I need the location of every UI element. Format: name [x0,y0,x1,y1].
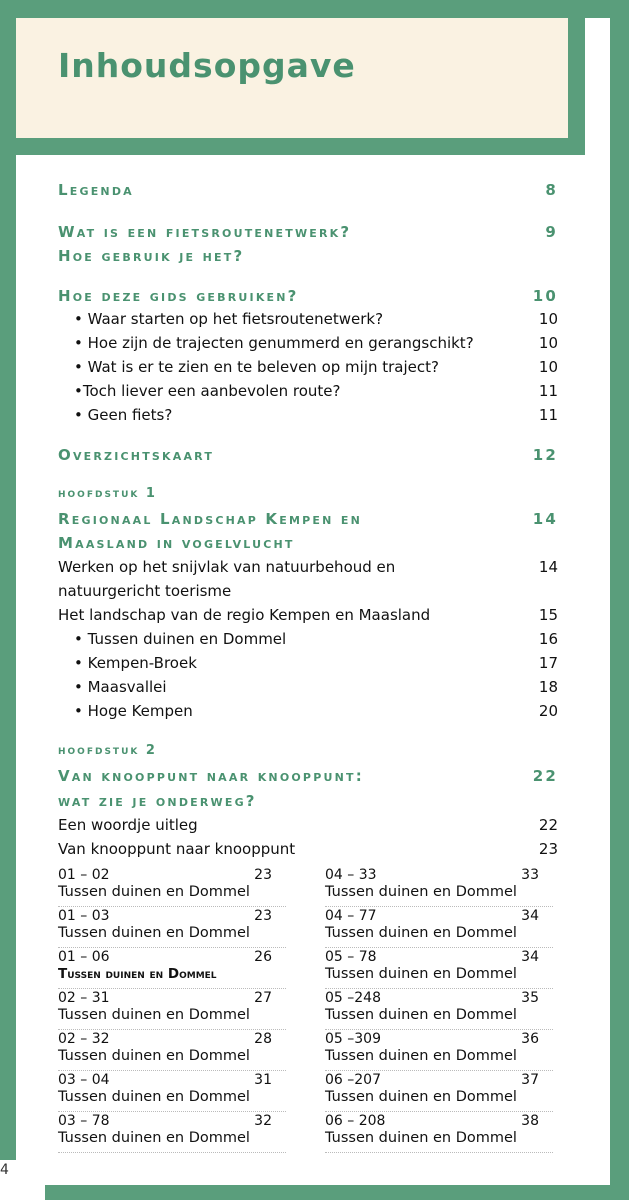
route-name: Tussen duinen en Dommel [325,925,517,941]
toc-entry [58,307,558,331]
toc-entry-label: Van knooppunt naar knooppunt: [58,767,364,785]
route-name: Tussen duinen en Dommel [325,884,517,900]
toc-entry-page: 11 [538,382,558,400]
route-page: 34 [521,949,539,965]
toc-entry [58,482,558,506]
toc-entry [58,220,558,244]
toc-entry-page: 16 [538,630,558,648]
toc-entry-page: 10 [532,287,558,305]
route-name: Tussen duinen en Dommel [325,1130,517,1146]
toc-entry-label: Het landschap van de regio Kempen en Maasland [58,606,431,624]
toc-entry-page: 8 [545,181,558,199]
route-name: Tussen duinen en Dommel [58,1048,250,1064]
toc-entry [58,555,558,579]
frame-strip [568,18,585,138]
route-name: Tussen duinen en Dommel [58,925,250,941]
route-entry [325,948,553,989]
toc-entry-page: 14 [538,558,558,576]
toc-entry [58,603,558,627]
route-code: 05 –309 [325,1031,381,1047]
toc-entry-page: 22 [532,767,558,785]
toc-entry-page: 10 [538,310,558,328]
toc-entry [58,331,558,355]
toc-entry [58,244,558,268]
toc-entry-page: 20 [538,702,558,720]
page-number: 4 [0,1162,9,1178]
route-page: 28 [254,1031,272,1047]
toc-entry-page: 11 [538,406,558,424]
page-title: Inhoudsopgave [58,46,356,85]
toc-entry-label: Maasland in vogelvlucht [58,534,295,552]
toc-entry-page: 10 [538,334,558,352]
toc-entry [58,443,558,467]
toc-entry [58,739,558,763]
toc-entry-label: Een woordje uitleg [58,816,198,834]
toc-entry-page: 9 [545,223,558,241]
toc-entry-label: • Tussen duinen en Dommel [74,630,287,648]
route-name: Tussen duinen en Dommel [325,1089,517,1105]
toc-entry-label: Overzichtskaart [58,446,215,464]
toc-entry-label: Van knooppunt naar knooppunt [58,840,296,858]
toc-entry [58,531,558,555]
page-number-tab [0,1160,45,1200]
route-entry [325,866,553,907]
toc-entry [58,764,558,788]
route-name: Tussen duinen en Dommel [325,1007,517,1023]
route-code: 04 – 77 [325,908,377,924]
toc-entry-page: 17 [538,654,558,672]
route-code: 03 – 04 [58,1072,110,1088]
route-code: 01 – 02 [58,867,110,883]
toc-entry-label: • Wat is er te zien en te beleven op mijn traject? [74,358,439,376]
route-code: 02 – 31 [58,990,110,1006]
route-page: 35 [521,990,539,1006]
route-entry [325,1030,553,1071]
route-entry [58,1071,286,1112]
toc-entry-label: •Toch liever een aanbevolen route? [74,382,341,400]
route-code: 02 – 32 [58,1031,110,1047]
route-name: Tussen duinen en Dommel [58,1007,250,1023]
toc-entry-page: 23 [538,840,558,858]
route-code: 01 – 03 [58,908,110,924]
route-entry [325,989,553,1030]
route-entry [325,907,553,948]
toc-entry-page: 12 [532,446,558,464]
route-entry [325,1071,553,1112]
route-page: 32 [254,1113,272,1129]
route-page: 23 [254,867,272,883]
route-page: 38 [521,1113,539,1129]
route-code: 01 – 06 [58,949,110,965]
toc-entry-label: • Maasvallei [74,678,167,696]
route-entry [58,989,286,1030]
route-page: 27 [254,990,272,1006]
route-page: 33 [521,867,539,883]
route-code: 05 – 78 [325,949,377,965]
toc-entry-page: 10 [538,358,558,376]
toc-entry-label: • Geen fiets? [74,406,173,424]
toc-entry [58,284,558,308]
toc-entry-label: Hoe gebruik je het? [58,247,245,265]
route-entry [58,907,286,948]
route-page: 23 [254,908,272,924]
toc-entry-label: Regionaal Landschap Kempen en [58,510,363,528]
toc-entry [58,403,558,427]
toc-entry [58,675,558,699]
toc-entry-label: wat zie je onderweg? [58,792,257,810]
toc-entry [58,379,558,403]
route-page: 31 [254,1072,272,1088]
toc-entry-page: 14 [532,510,558,528]
toc-entry-label: Legenda [58,181,134,199]
toc-entry-page: 18 [538,678,558,696]
toc-entry-label: natuurgericht toerisme [58,582,232,600]
route-code: 03 – 78 [58,1113,110,1129]
route-entry [325,1112,553,1153]
route-name: Tussen duinen en Dommel [325,1048,517,1064]
route-code: 06 – 208 [325,1113,386,1129]
route-page: 37 [521,1072,539,1088]
route-entry [58,1112,286,1153]
toc-entry [58,507,558,531]
route-name: Tussen duinen en Dommel [58,1089,250,1105]
route-name: Tussen duinen en Dommel [58,1130,250,1146]
route-name: Tussen duinen en Dommel [58,966,217,982]
toc-entry-page: 22 [538,816,558,834]
route-entry [58,948,286,989]
route-name: Tussen duinen en Dommel [325,966,517,982]
toc-entry-page: 15 [538,606,558,624]
route-code: 06 –207 [325,1072,381,1088]
toc-entry-label: • Waar starten op het fietsroutenetwerk? [74,310,384,328]
title-banner-bar [16,138,585,155]
route-name: Tussen duinen en Dommel [58,884,250,900]
toc-entry [58,699,558,723]
toc-entry [58,789,558,813]
route-entry [58,1030,286,1071]
route-entry [58,866,286,907]
route-page: 34 [521,908,539,924]
toc-entry-label: Wat is een fietsroutenetwerk? [58,223,352,241]
toc-entry-label: hoofdstuk 2 [58,743,157,758]
toc-entry [58,837,558,861]
route-code: 05 –248 [325,990,381,1006]
toc-entry-label: • Kempen-Broek [74,654,197,672]
toc-entry [58,627,558,651]
toc-entry-label: • Hoge Kempen [74,702,193,720]
toc-entry [58,178,558,202]
route-code: 04 – 33 [325,867,377,883]
route-page: 26 [254,949,272,965]
toc-entry-label: Werken op het snijvlak van natuurbehoud en [58,558,396,576]
toc-entry-label: Hoe deze gids gebruiken? [58,287,299,305]
route-page: 36 [521,1031,539,1047]
toc-entry [58,651,558,675]
toc-entry [58,813,558,837]
toc-entry-label: hoofdstuk 1 [58,486,157,501]
toc-entry [58,355,558,379]
toc-entry-label: • Hoe zijn de trajecten genummerd en gerangschikt? [74,334,474,352]
toc-entry [58,579,558,603]
